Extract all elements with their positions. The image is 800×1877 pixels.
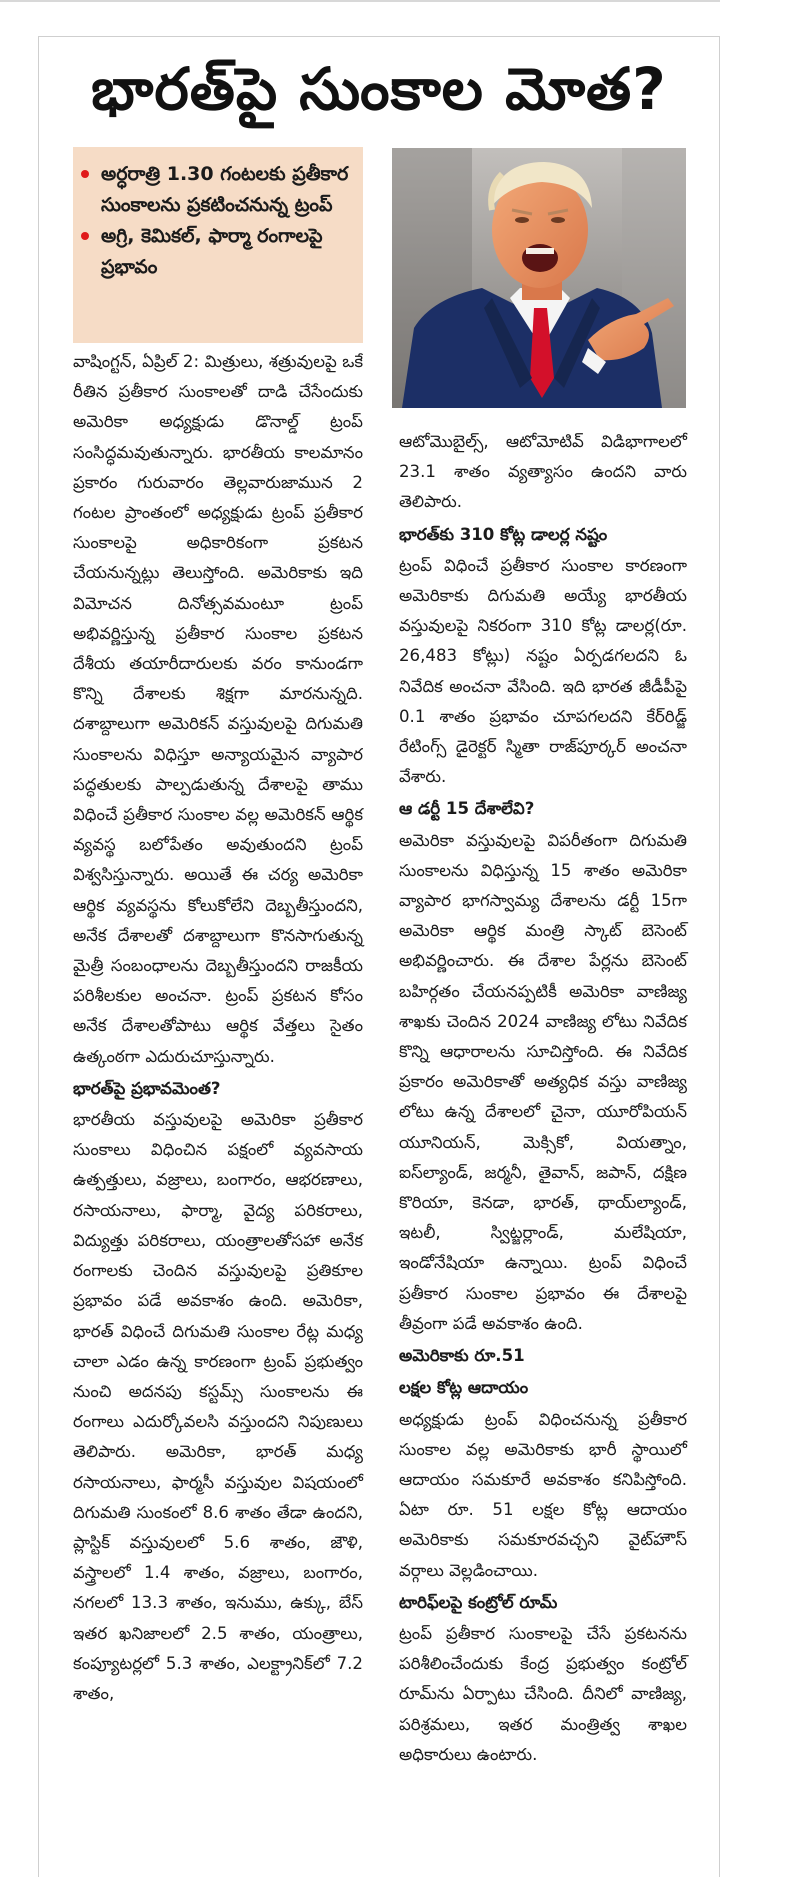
- subheading: భారత్‌పై ప్రభావమెంత?: [73, 1078, 221, 1098]
- highlight-text: అగ్రి, కెమికల్, ఫార్మా రంగాలపై ప్రభావం: [101, 225, 323, 278]
- red-bullet-icon: [81, 170, 89, 178]
- highlight-item: [101, 221, 353, 283]
- news-photo: [392, 148, 686, 408]
- right-column: [399, 427, 687, 1770]
- highlight-box: [73, 147, 363, 343]
- subheading: లక్షల కోట్ల ఆదాయం: [399, 1378, 529, 1398]
- article-paragraph: ట్రంప్ విధించే ప్రతీకార సుంకాల కారణంగా అమెరికాకు దిగుమతి అయ్యే భారతీయ వస్తువులపై నికరంగా 310 కోట్ల డాలర్ల(రూ. 26,483 కోట్లు) నష్టం ఏర్పడగలదని ఓ నివేదిక అంచనా వేసింది. ఇది భారత జీడీపీపై 0.1 శాతం ప్రభావం చూపగలదని కేర్‌రిడ్జ్ రేటింగ్స్ డైరెక్టర్ స్మితా రాజ్‌పూర్కర్ అంచనా వేశారు.: [399, 555, 687, 787]
- subheading: అమెరికాకు రూ.51: [399, 1346, 525, 1366]
- person-pointing-photo: [392, 148, 686, 408]
- subheading: టారిఫ్‌లపై కంట్రోల్ రూమ్: [399, 1592, 558, 1612]
- article-paragraph: ఆటోమొబైల్స్, ఆటోమోటివ్ విడిభాగాలలో 23.1 శాతం వ్యత్యాసం ఉందని వారు తెలిపారు.: [399, 432, 687, 512]
- news-clipping: [38, 36, 720, 1877]
- highlight-list: [73, 147, 363, 283]
- left-column: [73, 347, 363, 1709]
- headline: భారత్‌పై సుంకాల మోత?: [91, 55, 667, 123]
- subheading: ఆ డర్టీ 15 దేశాలేవి?: [399, 799, 535, 819]
- top-rule: [0, 0, 720, 2]
- highlight-text: అర్ధరాత్రి 1.30 గంటలకు ప్రతీకార సుంకాలను ప్రకటించనున్న ట్రంప్: [101, 163, 349, 216]
- red-bullet-icon: [81, 232, 89, 240]
- subheading: భారత్‌కు 310 కోట్ల డాలర్ల నష్టం: [399, 524, 608, 544]
- article-paragraph: అమెరికా వస్తువులపై విపరీతంగా దిగుమతి సుంకాలను విధిస్తున్న 15 శాతం అమెరికా వ్యాపార భాగస్వామ్య దేశాలను డర్టీ 15గా అమెరికా ఆర్థిక మంత్రి స్కాట్ బెసెంట్ అభివర్ణించారు. ఈ దేశాల పేర్లను బెసెంట్ బహిర్గతం చేయనప్పటికీ అమెరికా వాణిజ్య శాఖకు చెందిన 2024 వాణిజ్య లోటు నివేదిక కొన్ని ఆధారాలను సూచిస్తోంది. ఈ నివేదిక ప్రకారం అమెరికాతో అత్యధిక వస్తు వాణిజ్య లోటు ఉన్న దేశాలలో చైనా, యూరోపియన్ యూనియన్, మెక్సికో, వియత్నాం, ఐస్‌ల్యాండ్, జర్మనీ, తైవాన్, జపాన్, దక్షిణ కొరియా, కెనడా, భారత్, థాయ్‌ల్యాండ్, ఇటలీ, స్విట్జర్లాండ్, మలేషియా, ఇండోనేషియా ఉన్నాయి. ట్రంప్ విధించే ప్రతీకార సుంకాల ప్రభావం ఈ దేశాలపై తీవ్రంగా పడే అవకాశం ఉంది.: [399, 830, 687, 1333]
- highlight-item: [101, 159, 353, 221]
- article-paragraph: అధ్యక్షుడు ట్రంప్ విధించనున్న ప్రతీకార సుంకాల వల్ల అమెరికాకు భారీ స్థాయిలో ఆదాయం సమకూరే అవకాశం కనిపిస్తోంది. ఏటా రూ. 51 లక్షల కోట్ల ఆదాయం అమెరికాకు సమకూరవచ్చని వైట్‌హౌస్ వర్గాలు వెల్లడించాయి.: [399, 1409, 687, 1580]
- article-intro: వాషింగ్టన్, ఏప్రిల్ 2: మిత్రులు, శత్రువులపై ఒకే రీతిన ప్రతీకార సుంకాలతో దాడి చేసేందుకు అమెరికా అధ్యక్షుడు డొనాల్డ్ ట్రంప్ సంసిద్ధమవుతున్నారు. భారతీయ కాలమానం ప్రకారం గురువారం తెల్లవారుజామున 2 గంటల ప్రాంతంలో అధ్యక్షుడు ట్రంప్ ప్రతీకార సుంకాలపై అధికారికంగా ప్రకటన చేయనున్నట్లు తెలుస్తోంది. అమెరికాకు ఇది విమోచన దినోత్సవమంటూ ట్రంప్ అభివర్ణిస్తున్న ప్రతీకార సుంకాల ప్రకటన దేశీయ తయారీదారులకు వరం కానుండగా కొన్ని దేశాలకు శిక్షగా మారనున్నది. దశాబ్దాలుగా అమెరికన్ వస్తువులపై దిగుమతి సుంకాలను విధిస్తూ అన్యాయమైన వ్యాపార పద్ధతులకు పాల్పడుతున్న దేశాలపై తాము విధించే ప్రతీకార సుంకాల వల్ల అమెరికన్ ఆర్థిక వ్యవస్థ బలోపేతం అవుతుందని ట్రంప్ విశ్వసిస్తున్నారు. అయితే ఈ చర్య అమెరికా ఆర్థిక వ్యవస్థను కోలుకోలేని దెబ్బతీస్తుందని, అనేక దేశాలతో దశాబ్దాలుగా కొనసాగుతున్న మైత్రీ సంబంధాలను దెబ్బతీస్తుందని రాజకీయ పరిశీలకుల అంచనా. ట్రంప్ ప్రకటన కోసం అనేక దేశాలతోపాటు ఆర్థిక వేత్తలు సైతం ఉత్కంఠగా ఎదురుచూస్తున్నారు.: [73, 352, 363, 1066]
- article-paragraph: ట్రంప్ ప్రతీకార సుంకాలపై చేసే ప్రకటనను పరిశీలించేందుకు కేంద్ర ప్రభుత్వం కంట్రోల్ రూమ్‌ను ఏర్పాటు చేసింది. దీనిలో వాణిజ్య, పరిశ్రమలు, ఇతర మంత్రిత్వ శాఖల అధికారులు ఉంటారు.: [399, 1623, 687, 1764]
- article-paragraph: భారతీయ వస్తువులపై అమెరికా ప్రతీకార సుంకాలు విధించిన పక్షంలో వ్యవసాయ ఉత్పత్తులు, వజ్రాలు, బంగారం, ఆభరణాలు, రసాయనాలు, ఫార్మా, వైద్య పరికరాలు, విద్యుత్తు పరికరాలు, యంత్రాలతోసహా అనేక రంగాలకు చెందిన వస్తువులపై ప్రతికూల ప్రభావం పడే అవకాశం ఉంది. అమెరికా, భారత్ విధించే దిగుమతి సుంకాల రేట్ల మధ్య చాలా ఎడం ఉన్న కారణంగా ట్రంప్ ప్రభుత్వం నుంచి అదనపు కస్టమ్స్ సుంకాలను ఈ రంగాలు ఎదుర్కోవలసి వస్తుందని నిపుణులు తెలిపారు. అమెరికా, భారత్ మధ్య రసాయనాలు, ఫార్మసీ వస్తువుల విషయంలో దిగుమతి సుంకంలో 8.6 శాతం తేడా ఉందని, ప్లాస్టిక్ వస్తువులలో 5.6 శాతం, జౌళి, వస్త్రాలలో 1.4 శాతం, వజ్రాలు, బంగారం, నగలలో 13.3 శాతం, ఇనుము, ఉక్కు, బేస్ ఇతర ఖనిజాలలో 2.5 శాతం, యంత్రాలు, కంప్యూటర్లలో 5.3 శాతం, ఎలక్ట్రానిక్‌లో 7.2 శాతం,: [73, 1110, 363, 1703]
